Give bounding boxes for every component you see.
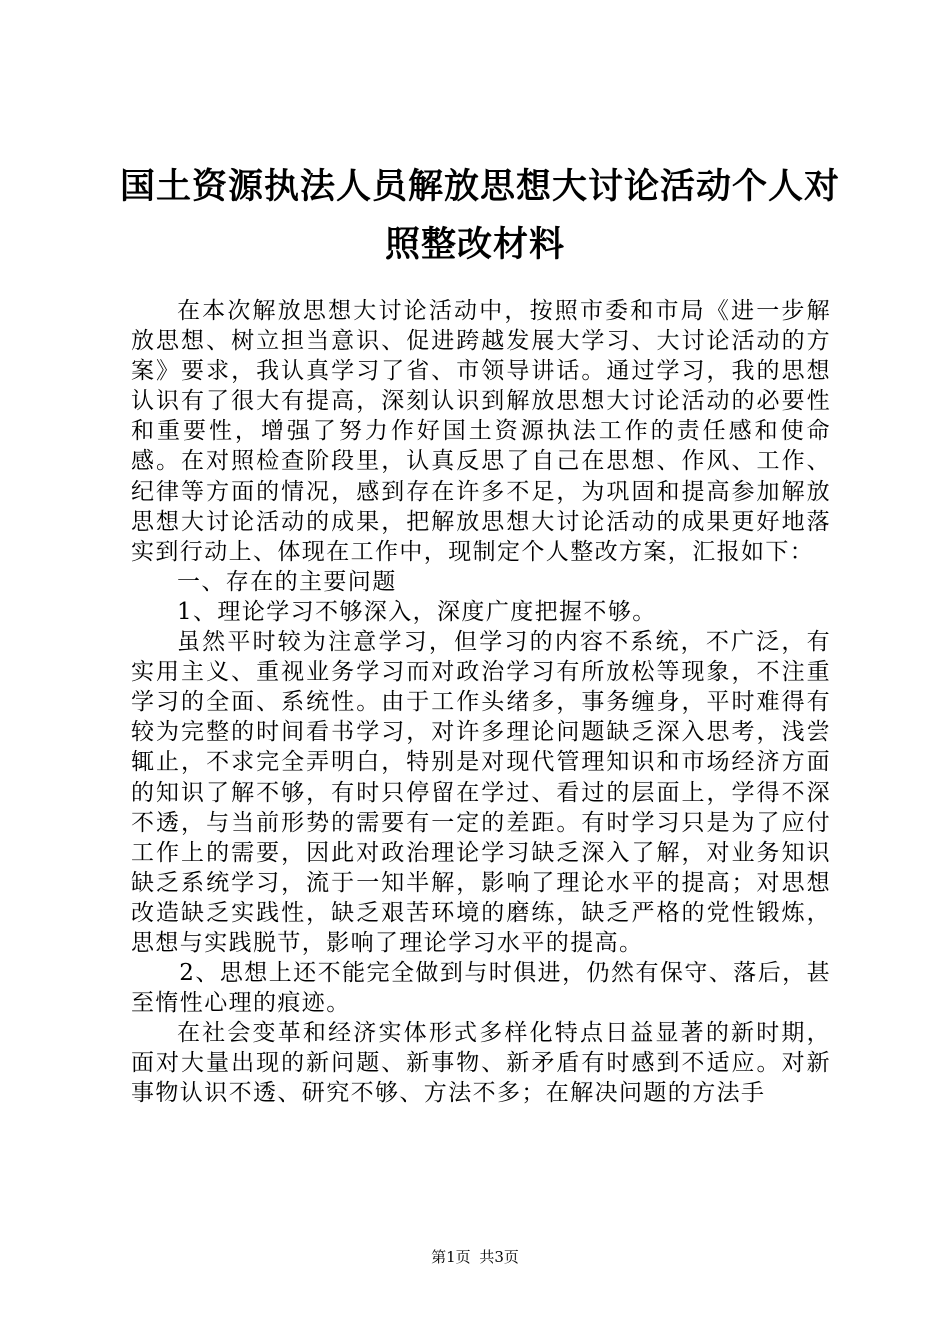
issue-heading-1: 1、理论学习不够深入，深度广度把握不够。 — [177, 598, 657, 625]
title-line-1: 国土资源执法人员解放思想大讨论活动个人对 — [120, 166, 841, 207]
issue-heading-2: 2、思想上还不能完全做到与时俱进，仍然有保守、落后，甚至惰性心理的痕迹。 — [131, 960, 831, 1017]
section-heading: 一、存在的主要问题 — [177, 568, 397, 595]
intro-paragraph: 在本次解放思想大讨论活动中，按照市委和市局《进一步解放思想、树立担当意识、促进跨越发展大学习、大讨论活动的方案》要求，我认真学习了省、市领导讲话。通过学习，我的思想认识有了很大有提高，深刻认识到解放思想大讨论活动的必要性和重要性，增强了努力作好国土资源执法工作的责任感和使命感。在对照检查阶段里，认真反思了自己在思想、作风、工作、纪律等方面的情况，感到存在许多不足，为巩固和提高参加解放思想大讨论活动的成果，把解放思想大讨论活动的成果更好地落实到行动上、体现在工作中，现制定个人整改方案，汇报如下： — [131, 298, 831, 565]
issue-paragraph-2: 在社会变革和经济实体形式多样化特点日益显著的新时期，面对大量出现的新问题、新事物、新矛盾有时感到不适应。对新事物认识不透、研究不够、方法不多；在解决问题的方法手 — [131, 1020, 831, 1107]
document-body — [131, 296, 831, 1109]
title-line-2: 照整改材料 — [384, 224, 565, 265]
page-footer — [0, 1247, 950, 1267]
document-title — [120, 158, 841, 274]
issue-paragraph-1: 虽然平时较为注意学习，但学习的内容不系统，不广泛，有实用主义、重视业务学习而对政治学习有所放松等现象，不注重学习的全面、系统性。由于工作头绪多，事务缠身，平时难得有较为完整的时间看书学习，对许多理论问题缺乏深入思考，浅尝辄止，不求完全弄明白，特别是对现代管理知识和市场经济方面的知识了解不够，有时只停留在学过、看过的层面上，学得不深不透，与当前形势的需要有一定的差距。有时学习只是为了应付工作上的需要，因此对政治理论学习缺乏深入了解，对业务知识缺乏系统学习，流于一知半解，影响了理论水平的提高；对思想改造缺乏实践性，缺乏艰苦环境的磨练，缺乏严格的党性锻炼，思想与实践脱节，影响了理论学习水平的提高。 — [131, 629, 831, 956]
page-number: 第1页 — [431, 1248, 471, 1266]
page-total: 共3页 — [479, 1248, 519, 1266]
